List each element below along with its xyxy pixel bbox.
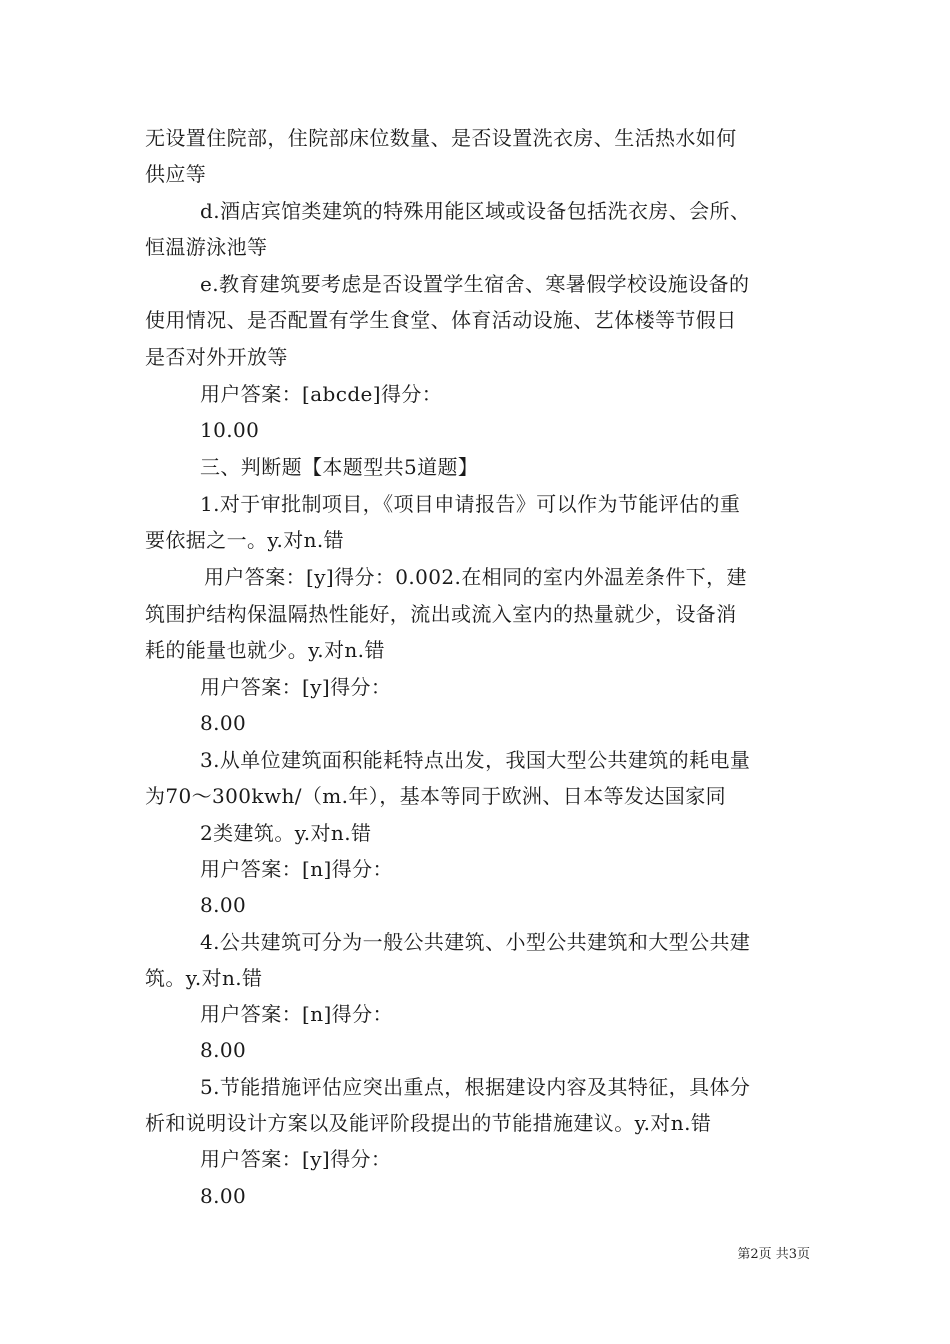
text-line: 供应等 [145, 162, 207, 186]
question-line: 筑围护结构保温隔热性能好，流出或流入室内的热量就少，设备消 [145, 602, 737, 626]
question-line: 1.对于审批制项目，《项目申请报告》可以作为节能评估的重 [200, 492, 741, 516]
user-answer-line: 用户答案：[y]得分：0.002.在相同的室内外温差条件下，建 [204, 565, 747, 589]
question-line: 为70～300kwh/（m.年），基本等同于欧洲、日本等发达国家同 [145, 784, 727, 808]
section-heading: 三、判断题【本题型共5道题】 [200, 455, 479, 479]
text-line: d.酒店宾馆类建筑的特殊用能区域或设备包括洗衣房、会所、 [200, 199, 751, 223]
question-line: 析和说明设计方案以及能评阶段提出的节能措施建议。y.对n.错 [145, 1111, 712, 1135]
score-line: 8.00 [200, 1184, 247, 1208]
user-answer-line: 用户答案：[n]得分： [200, 1002, 393, 1026]
score-line: 8.00 [200, 711, 247, 735]
question-line: 筑。y.对n.错 [145, 966, 263, 990]
score-line: 10.00 [200, 418, 260, 442]
user-answer-line: 用户答案：[y]得分： [200, 675, 392, 699]
text-line: 恒温游泳池等 [145, 235, 268, 259]
text-line: 使用情况、是否配置有学生食堂、体育活动设施、艺体楼等节假日 [145, 308, 737, 332]
question-line: 4.公共建筑可分为一般公共建筑、小型公共建筑和大型公共建 [200, 930, 751, 954]
text-line: 是否对外开放等 [145, 345, 288, 369]
user-answer-line: 用户答案：[y]得分： [200, 1147, 392, 1171]
text-line: e.教育建筑要考虑是否设置学生宿舍、寒暑假学校设施设备的 [200, 272, 750, 296]
question-line: 5.节能措施评估应突出重点，根据建设内容及其特征，具体分 [200, 1075, 751, 1099]
page-number-footer: 第2页 共3页 [737, 1247, 810, 1262]
score-line: 8.00 [200, 893, 247, 917]
user-answer-line: 用户答案：[abcde]得分： [200, 382, 443, 406]
text-line: 无设置住院部，住院部床位数量、是否设置洗衣房、生活热水如何 [145, 126, 737, 150]
question-line: 3.从单位建筑面积能耗特点出发，我国大型公共建筑的耗电量 [200, 748, 751, 772]
question-line: 2类建筑。y.对n.错 [200, 821, 372, 845]
question-line: 耗的能量也就少。y.对n.错 [145, 638, 385, 662]
user-answer-line: 用户答案：[n]得分： [200, 857, 393, 881]
question-line: 要依据之一。y.对n.错 [145, 528, 345, 552]
score-line: 8.00 [200, 1038, 247, 1062]
